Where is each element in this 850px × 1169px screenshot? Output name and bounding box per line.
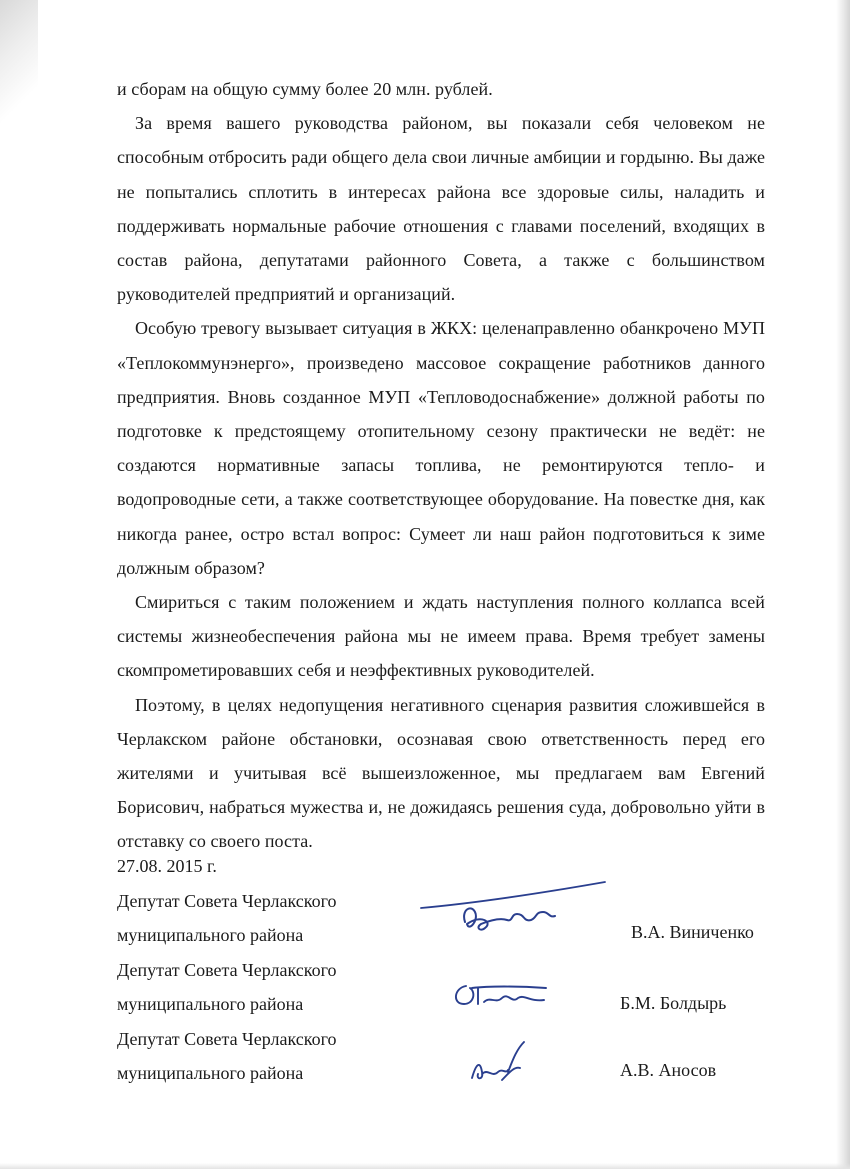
signature-3-icon (462, 1038, 532, 1088)
page-bottom-shadow (0, 1163, 850, 1169)
letter-date: 27.08. 2015 г. (117, 856, 217, 876)
paragraph-collapse: Смириться с таким положением и ждать наступления полного коллапса всей системы жизнеобеспечения района мы не имеем права. Время требует замены скомпрометировавших себя и неэффективных руководителей. (117, 592, 765, 681)
signatory-position-line: муниципального района (117, 994, 304, 1014)
signatory-name-2: Б.М. Болдырь (620, 993, 727, 1013)
signatory-position-line: Депутат Совета Черлакского (117, 960, 337, 980)
signatory-position-line: Депутат Совета Черлакского (117, 891, 337, 911)
letter-body (117, 72, 765, 859)
page-edge-shadow (836, 0, 850, 1169)
signatory-name-1: В.А. Виниченко (631, 922, 754, 942)
signatory-name-3: А.В. Аносов (620, 1060, 717, 1080)
signature-1-icon (415, 878, 615, 942)
page-corner-shadow (0, 0, 38, 140)
paragraph-housing-utilities: Особую тревогу вызывает ситуация в ЖКХ: целенаправленно обанкрочено МУП «Теплокоммунэнерго», произведено массовое сокращение работников данного предприятия. Вновь созданное МУП «Тепловодоснабжение» должной работы по подготовке к предстоящему отопительному сезону практически не ведёт: не создаются нормативные запасы топлива, не ремонтируются тепло- и водопроводные сети, а также соответствующее оборудование. На повестке дня, как никогда ранее, остро встал вопрос: Сумеет ли наш район подготовиться к зиме должным образом? (117, 318, 765, 578)
signature-2-icon (448, 978, 558, 1014)
signatory-position-line: муниципального района (117, 925, 304, 945)
signatory-position-2 (117, 953, 417, 1021)
signatory-position-line: Депутат Совета Черлакского (117, 1029, 337, 1049)
signatory-position-line: муниципального района (117, 1063, 304, 1083)
signatory-position-3 (117, 1022, 417, 1090)
paragraph-continuation: и сборам на общую сумму более 20 млн. рублей. (117, 79, 493, 99)
paragraph-leadership: За время вашего руководства районом, вы показали себя человеком не способным отбросить ради общего дела свои личные амбиции и гордыню. Вы даже не попытались сплотить в интересах района все здоровые силы, наладить и поддерживать нормальные рабочие отношения с главами поселений, входящих в состав района, депутатами районного Совета, а также с большинством руководителей предприятий и организаций. (117, 113, 765, 305)
signatory-position-1 (117, 884, 417, 952)
paragraph-resignation-request: Поэтому, в целях недопущения негативного сценария развития сложившейся в Черлакском районе обстановки, осознавая свою ответственность перед его жителями и учитывая всё вышеизложенное, мы предлагаем вам Евгений Борисович, набраться мужества и, не дожидаясь решения суда, добровольно уйти в отставку со своего поста. (117, 694, 765, 852)
